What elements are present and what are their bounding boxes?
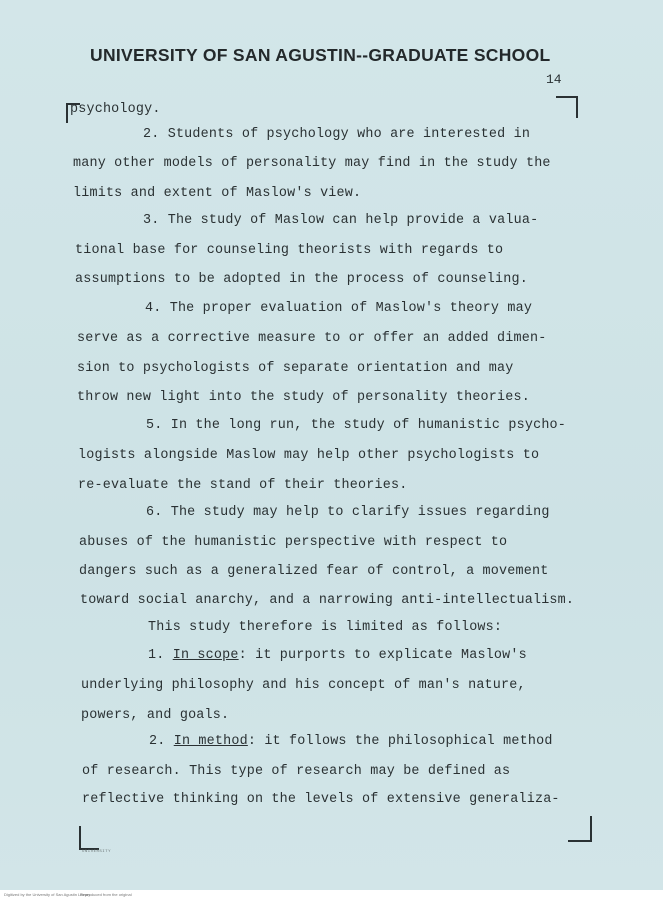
text-line: 6. The study may help to clarify issues regarding [146, 505, 550, 520]
text-line: 5. In the long run, the study of humanistic psycho- [146, 418, 567, 433]
crop-mark-bottom-left [79, 826, 99, 850]
scan-footer-right: Reproduced from the original [80, 892, 132, 897]
text-line-method [149, 734, 553, 749]
text-line: throw new light into the study of personality theories. [77, 390, 530, 405]
text-line: many other models of personality may find in the study the [73, 156, 551, 171]
text-line: abuses of the humanistic perspective with respect to [79, 535, 508, 550]
crop-mark-bottom-right [568, 816, 592, 842]
list-prefix: 2. [149, 734, 174, 749]
underlined-term: In method [173, 734, 248, 749]
text-line: psychology. [70, 102, 161, 117]
text-line: serve as a corrective measure to or offer an added dimen- [77, 331, 547, 346]
footer-stamp: UNIVERSITY [82, 850, 112, 854]
crop-mark-top-right [556, 96, 578, 118]
underlined-term: In scope [172, 648, 239, 663]
text-line: limits and extent of Maslow's view. [73, 186, 362, 201]
scan-footer-left: Digitized by the University of San Agustin Library [4, 892, 91, 897]
text-line: toward social anarchy, and a narrowing anti-intellectualism. [80, 593, 575, 608]
text-line: 4. The proper evaluation of Maslow's theory may [145, 301, 533, 316]
text-line: 2. Students of psychology who are interested in [143, 127, 531, 142]
text-line: assumptions to be adopted in the process of counseling. [75, 272, 528, 287]
text-line-scope [148, 648, 527, 663]
text-line: re-evaluate the stand of their theories. [78, 478, 408, 493]
list-text: : it purports to explicate Maslow's [238, 648, 527, 663]
list-text: : it follows the philosophical method [247, 734, 553, 749]
text-line: logists alongside Maslow may help other psychologists to [78, 448, 540, 463]
scan-footer-strip [0, 890, 663, 900]
page-number: 14 [546, 72, 562, 87]
text-line: of research. This type of research may be defined as [82, 764, 511, 779]
text-line: underlying philosophy and his concept of man's nature, [81, 678, 526, 693]
text-line: sion to psychologists of separate orientation and may [77, 361, 514, 376]
text-line: tional base for counseling theorists with regards to [75, 243, 504, 258]
text-line: reflective thinking on the levels of extensive generaliza- [82, 792, 560, 807]
text-line: This study therefore is limited as follows: [148, 620, 503, 635]
text-line: 3. The study of Maslow can help provide a valua- [143, 213, 539, 228]
page-header-title: UNIVERSITY OF SAN AGUSTIN--GRADUATE SCHOOL [90, 45, 551, 65]
text-line: powers, and goals. [81, 708, 230, 723]
list-prefix: 1. [148, 648, 173, 663]
text-line: dangers such as a generalized fear of control, a movement [79, 564, 549, 579]
